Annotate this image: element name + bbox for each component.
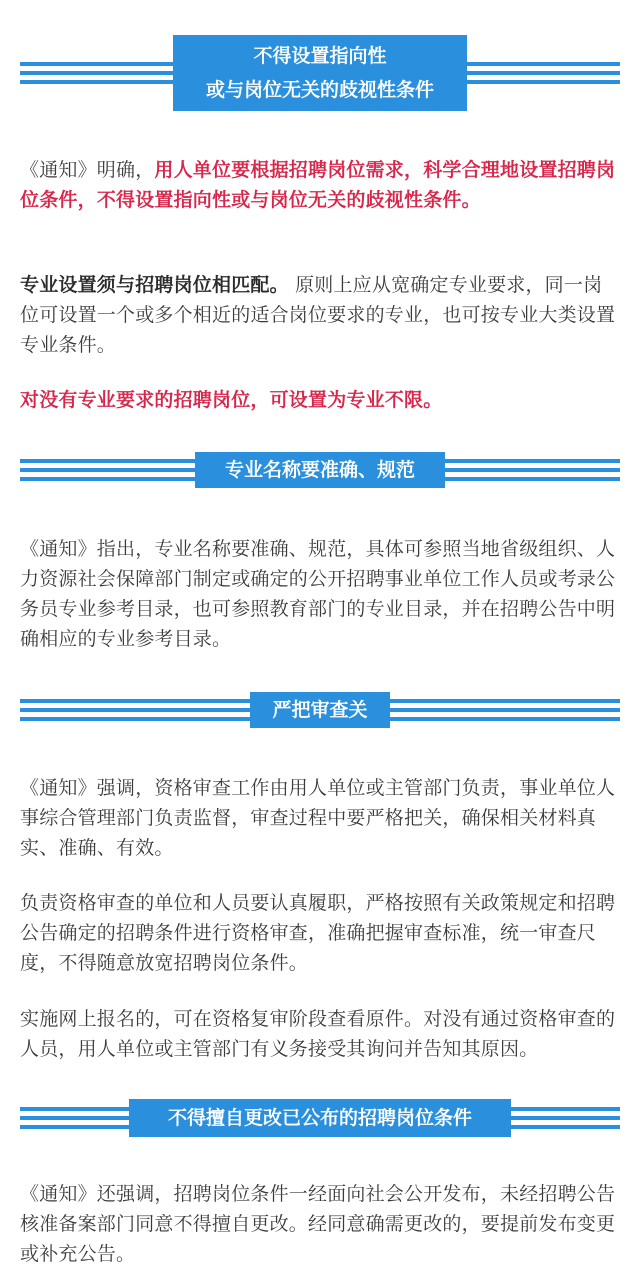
- paragraph-text: 原则上应从宽确定专业要求，同一岗位可设置一个或多个相近的适合岗位要求的专业，也可按专业大类设置专业条件。: [20, 274, 616, 356]
- paragraph-text: 《通知》强调，资格审查工作由用人单位或主管部门负责，事业单位人事综合管理部门负责监督，审查过程中要严格把关，确保相关材料真实、准确、有效。: [20, 777, 616, 859]
- heading-box: [129, 1099, 511, 1137]
- heading-text: 严把审查关: [272, 699, 368, 721]
- paragraph: [20, 385, 620, 415]
- paragraph: [20, 270, 620, 360]
- paragraph-text: 《通知》指出，专业名称要准确、规范，具体可参照当地省级组织、人力资源社会保障部门制定或确定的公开招聘事业单位工作人员或考录公务员专业参考目录，也可参照教育部门的专业目录，并在招聘公告中明确相应的专业参考目录。: [20, 538, 616, 650]
- heading-text: 专业名称要准确、规范: [224, 459, 415, 481]
- bold-lead: 专业设置须与招聘岗位相匹配。: [20, 274, 289, 296]
- heading-box: [173, 35, 467, 111]
- highlight-text: 对没有专业要求的招聘岗位，可设置为专业不限。: [20, 389, 443, 411]
- paragraph: [20, 155, 620, 215]
- paragraph: [20, 1179, 620, 1269]
- highlight-text: 用人单位要根据招聘岗位需求，科学合理地设置招聘岗位条件，不得设置指向性或与岗位无关的歧视性条件。: [20, 159, 616, 211]
- heading-line-1: 不得设置指向性: [253, 45, 387, 67]
- heading-line-2: 或与岗位无关的歧视性条件: [205, 79, 434, 101]
- paragraph-text: 《通知》还强调，招聘岗位条件一经面向社会公开发布，未经招聘公告核准备案部门同意不得擅自更改。经同意确需更改的，要提前发布变更或补充公告。: [20, 1183, 616, 1265]
- section-heading-1: [20, 35, 620, 111]
- section-heading-2: [20, 452, 620, 488]
- paragraph-lead: 《通知》明确，: [20, 159, 155, 181]
- paragraph: [20, 888, 620, 978]
- paragraph-text: 负责资格审查的单位和人员要认真履职，严格按照有关政策规定和招聘公告确定的招聘条件进行资格审查，准确把握审查标准，统一审查尺度，不得随意放宽招聘岗位条件。: [20, 892, 616, 974]
- section-heading-3: [20, 692, 620, 728]
- paragraph: [20, 1004, 620, 1064]
- heading-box: [250, 692, 390, 728]
- paragraph: [20, 773, 620, 863]
- heading-box: [195, 452, 445, 488]
- paragraph: [20, 534, 620, 654]
- paragraph-text: 实施网上报名的，可在资格复审阶段查看原件。对没有通过资格审查的人员，用人单位或主管部门有义务接受其询问并告知其原因。: [20, 1008, 616, 1060]
- heading-text: 不得擅自更改已公布的招聘岗位条件: [167, 1107, 472, 1129]
- section-heading-4: [20, 1099, 620, 1137]
